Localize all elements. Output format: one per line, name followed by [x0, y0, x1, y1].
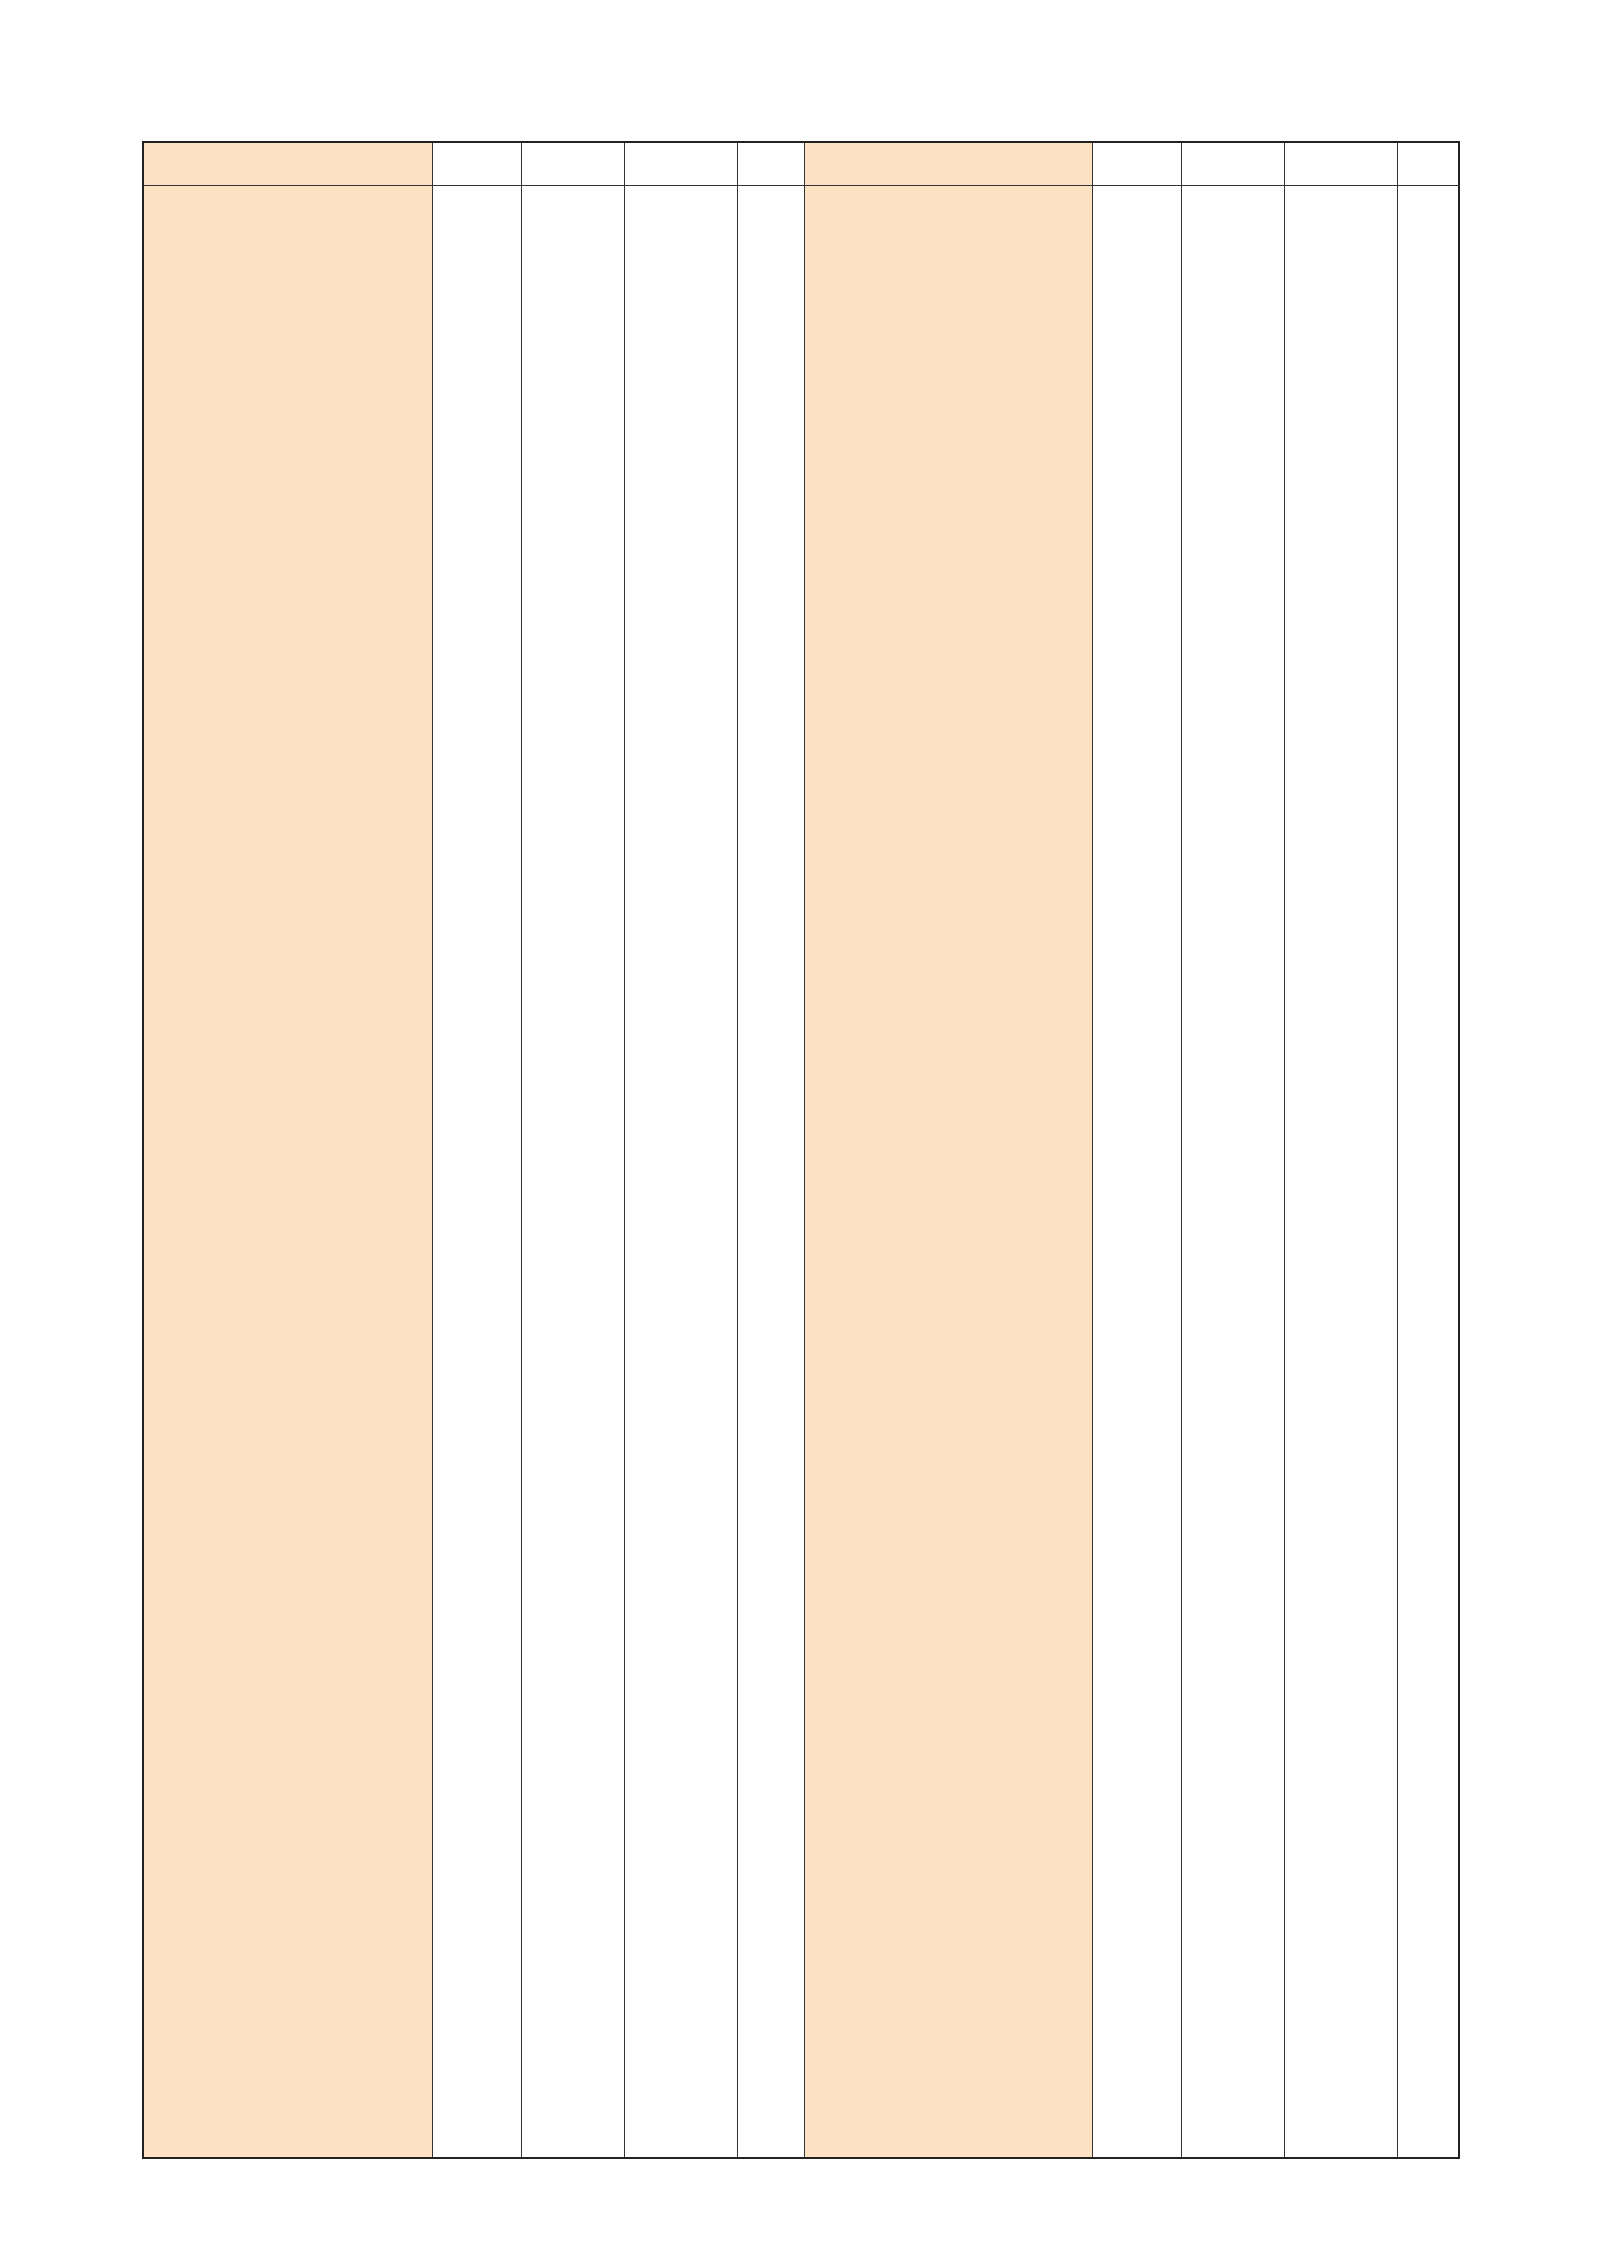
right-panel: [804, 143, 1460, 2157]
footer-left: [142, 2186, 240, 2209]
left-panel: [144, 143, 804, 2157]
right-header: [804, 143, 1460, 186]
left-type-highlight: [144, 143, 432, 2157]
right-type-highlight: [804, 143, 1092, 2157]
left-header: [144, 143, 804, 186]
product-table: [142, 141, 1460, 2159]
